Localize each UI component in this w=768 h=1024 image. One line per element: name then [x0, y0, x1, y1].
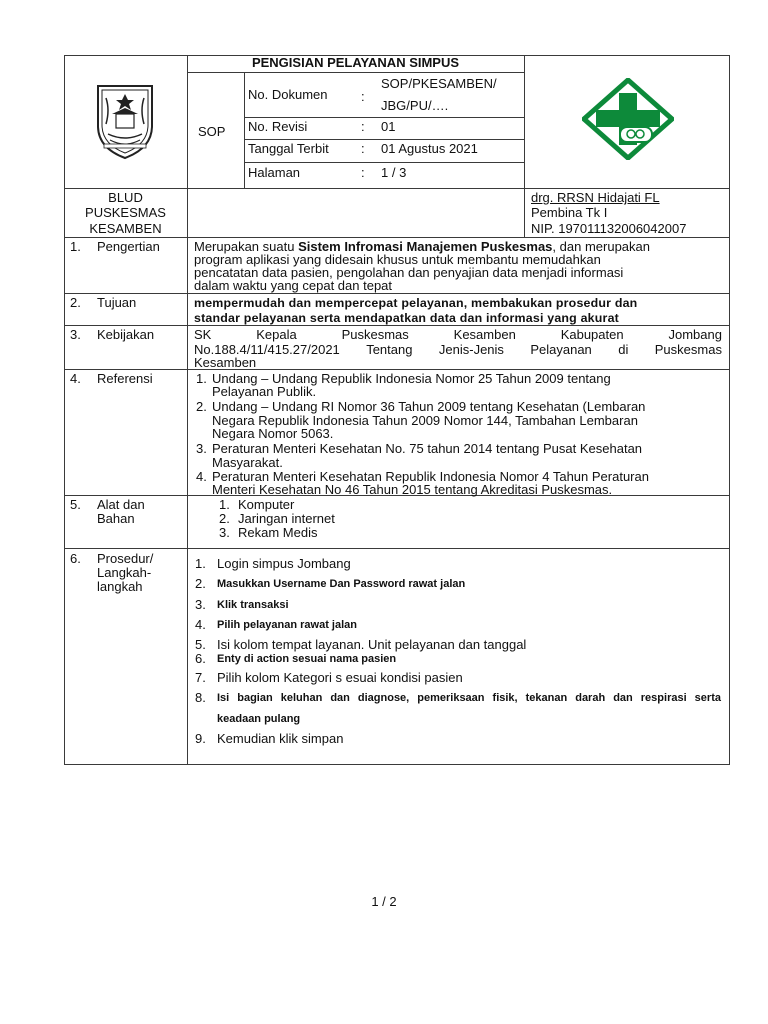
referensi-item-line: Undang – Undang RI Nomor 36 Tahun 2009 tentang Kesehatan (Lembaran	[212, 399, 646, 414]
step-8-line-1	[217, 691, 721, 705]
step-text: Pilih kolom Kategori s esuai kondisi pasien	[217, 670, 463, 685]
kebijakan-line-3: Kesamben	[194, 355, 257, 370]
sep-kebijakan	[64, 369, 730, 370]
sep-pengertian	[64, 293, 730, 294]
kebijakan-word: Pelayanan	[530, 342, 592, 357]
step-word: dan	[330, 692, 350, 704]
step-8-line-2: keadaan pulang	[217, 713, 301, 725]
frame-left-line	[64, 55, 65, 765]
referensi-item-line: Negara Nomor 5063.	[212, 426, 334, 441]
referensi-item-line: Pelayanan Publik.	[212, 384, 317, 399]
org-line-1: BLUD	[108, 190, 143, 205]
step-text: Masukkan Username Dan Password rawat jalan	[217, 578, 466, 590]
no-revisi-value: 01	[381, 119, 396, 134]
step-text: Klik transaksi	[217, 599, 289, 611]
header-row-line-1	[244, 117, 524, 118]
org-line-3: KESAMBEN	[89, 221, 162, 236]
alat-item-text: Jaringan internet	[238, 511, 335, 526]
halaman-sep: :	[361, 165, 365, 180]
referensi-item-line: Negara Republik Indonesia Tahun 2009 Nomor 144, Tambahan Lembaran	[212, 413, 638, 428]
sop-label: SOP	[198, 124, 226, 139]
seal-icon	[92, 80, 158, 160]
org-bottom-line	[64, 237, 730, 238]
step-number: 9.	[195, 731, 206, 746]
step-text: Enty di action sesuai nama pasien	[217, 653, 397, 665]
org-line-2: PUSKESMAS	[85, 205, 166, 220]
kebijakan-word: No.188.4/11/415.27/2021	[194, 342, 340, 357]
header-row-line-3	[244, 162, 524, 163]
pengertian-line-3: pencatatan data pasien, pengolahan dan penyajian data menjadi informasi	[194, 265, 624, 280]
referensi-item-number: 2.	[196, 399, 207, 414]
kebijakan-word: Puskesmas	[341, 327, 409, 342]
referensi-item-number: 1.	[196, 371, 207, 386]
pengertian-text-post: , dan merupakan	[552, 239, 650, 254]
no-dokumen-value-2: JBG/PU/….	[381, 98, 449, 113]
step-number: 1.	[195, 556, 206, 571]
page-number: 1 / 2	[371, 894, 397, 909]
signer-nip: NIP. 197011132006042007	[531, 221, 687, 236]
column-divider	[187, 55, 188, 765]
no-revisi-sep: :	[361, 119, 365, 134]
step-number: 7.	[195, 670, 206, 685]
step-word: keluhan	[280, 692, 323, 704]
kebijakan-word: Kabupaten	[560, 327, 624, 342]
kebijakan-line-1	[194, 328, 722, 342]
step-word: diagnose,	[357, 692, 410, 704]
referensi-item-number: 3.	[196, 441, 207, 456]
referensi-item-line: Menteri Kesehatan No 46 Tahun 2015 tentang Akreditasi Puskesmas.	[212, 482, 613, 497]
step-word: dan	[613, 692, 633, 704]
frame-bottom-line	[64, 764, 730, 765]
frame-right-line	[729, 55, 730, 765]
step-word: serta	[694, 692, 721, 704]
alat-item-text: Komputer	[238, 497, 295, 512]
tujuan-line-1: mempermudah dan mempercepat pelayanan, membakukan prosedur dan	[194, 296, 638, 310]
signer-name: drg. RRSN Hidajati FL	[531, 190, 660, 205]
prosedur-label-1: Prosedur/	[97, 551, 154, 566]
pengertian-text-pre: Merupakan suatu	[194, 239, 299, 254]
tanggal-terbit-sep: :	[361, 141, 365, 156]
header-row-line-2	[244, 139, 524, 140]
header-right-divider	[524, 55, 525, 238]
step-text: Kemudian klik simpan	[217, 731, 344, 746]
step-word: fisik,	[492, 692, 518, 704]
sep-alat-bahan	[64, 548, 730, 549]
step-text: Pilih pelayanan rawat jalan	[217, 619, 357, 631]
kebijakan-line-2	[194, 343, 722, 357]
puskesmas-logo	[582, 78, 674, 160]
tujuan-number: 2.	[70, 295, 81, 310]
referensi-item-line: Peraturan Menteri Kesehatan No. 75 tahun 2014 tentang Pusat Kesehatan	[212, 441, 643, 456]
pengertian-label: Pengertian	[97, 239, 160, 254]
kebijakan-word: Tentang	[366, 342, 413, 357]
step-text: Isi kolom tempat layanan. Unit pelayanan dan tanggal	[217, 637, 527, 652]
prosedur-number: 6.	[70, 551, 81, 566]
referensi-item-line: Masyarakat.	[212, 455, 283, 470]
step-text: Login simpus Jombang	[217, 556, 351, 571]
tanggal-terbit-value: 01 Agustus 2021	[381, 141, 478, 156]
tujuan-line-2: standar pelayanan serta mendapatkan data dan informasi yang akurat	[194, 311, 619, 325]
kebijakan-word: di	[618, 342, 629, 357]
referensi-item-number: 4.	[196, 469, 207, 484]
kebijakan-label: Kebijakan	[97, 327, 155, 342]
step-number: 5.	[195, 637, 206, 652]
alat-item-text: Rekam Medis	[238, 525, 318, 540]
step-word: Isi	[217, 692, 230, 704]
kebijakan-word: Jenis-Jenis	[438, 342, 504, 357]
referensi-item-line: Peraturan Menteri Kesehatan Republik Indonesia Nomor 4 Tahun Peraturan	[212, 469, 649, 484]
alat-item-number: 1.	[219, 497, 230, 512]
step-word: bagian	[237, 692, 273, 704]
step-word: darah	[575, 692, 606, 704]
signer-rank: Pembina Tk I	[531, 205, 608, 220]
alat-item-number: 3.	[219, 525, 230, 540]
prosedur-label-2: Langkah-	[97, 565, 152, 580]
pengertian-text-bold: Sistem Infromasi Manajemen Puskesmas	[298, 239, 553, 254]
document-title: PENGISIAN PELAYANAN SIMPUS	[251, 55, 460, 70]
kebijakan-word: SK	[194, 327, 212, 342]
kebijakan-word: Kepala	[256, 327, 297, 342]
step-word: respirasi	[640, 692, 687, 704]
no-dokumen-label: No. Dokumen	[248, 87, 328, 102]
alat-bahan-label-1: Alat dan	[97, 497, 145, 512]
alat-item-number: 2.	[219, 511, 230, 526]
title-underline	[187, 72, 524, 73]
referensi-item-line: Undang – Undang Republik Indonesia Nomor 25 Tahun 2009 tentang	[212, 371, 611, 386]
no-revisi-label: No. Revisi	[248, 119, 308, 134]
pengertian-number: 1.	[70, 239, 81, 254]
step-number: 8.	[195, 690, 206, 705]
kebijakan-number: 3.	[70, 327, 81, 342]
no-dokumen-sep: :	[361, 89, 365, 104]
referensi-number: 4.	[70, 371, 81, 386]
step-number: 4.	[195, 617, 206, 632]
step-number: 3.	[195, 597, 206, 612]
halaman-value: 1 / 3	[381, 165, 407, 180]
prosedur-label-3: langkah	[97, 579, 143, 594]
header-bottom-line	[64, 188, 730, 189]
puskesmas-cross-icon	[582, 78, 674, 160]
alat-bahan-label-2: Bahan	[97, 511, 135, 526]
no-dokumen-value-1: SOP/PKESAMBEN/	[381, 76, 497, 91]
sep-tujuan	[64, 325, 730, 326]
sop-divider	[244, 72, 245, 188]
halaman-label: Halaman	[248, 165, 301, 180]
step-number: 6.	[195, 651, 206, 666]
kebijakan-word: Jombang	[668, 327, 722, 342]
tujuan-label: Tujuan	[97, 295, 137, 310]
kebijakan-word: Kesamben	[453, 327, 516, 342]
step-number: 2.	[195, 576, 206, 591]
step-word: pemeriksaan	[417, 692, 485, 704]
step-word: tekanan	[525, 692, 568, 704]
kebijakan-word: Puskesmas	[654, 342, 722, 357]
pengertian-line-2: program aplikasi yang didesain khusus untuk membantu memudahkan	[194, 252, 601, 267]
referensi-label: Referensi	[97, 371, 153, 386]
alat-bahan-number: 5.	[70, 497, 81, 512]
pengertian-line-4: dalam waktu yang cepat dan tepat	[194, 278, 393, 293]
tanggal-terbit-label: Tanggal Terbit	[248, 141, 329, 156]
kabupaten-seal-logo	[92, 80, 158, 160]
